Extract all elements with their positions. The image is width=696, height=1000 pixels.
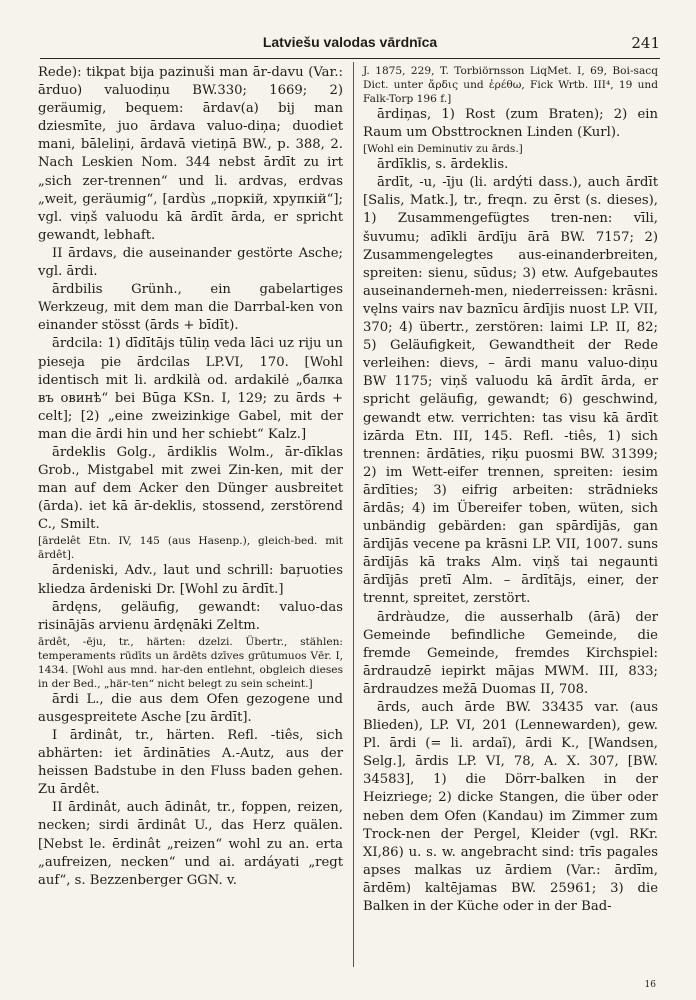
dictionary-entry: ārdiņas, 1) Rost (zum Braten); 2) ein Raum um Obsttrocknen Linden (Kurl). (363, 107, 658, 141)
dictionary-entry: II ārdavs, die auseinander gestörte Asche; vgl. ārdi. (38, 245, 343, 280)
dictionary-entry: Rede): tikpat bija pazinuši man ār-davu (Var.: ārduo) valuodiņu BW.330; 1669; 2) geräumig, bequem: ārdav(a) bij man dziesmīte, juo ārdava valuo-diņa; duodiet mani, bāleliņi, ārdavā vietiņā BW., p. 388, 2. Nach Leskien Nom. 344 nebst ārdīt zu irt „sich zer-trennen“ und li. ardvas, erdvas „weit, geräumig“, [ardùs „поркій, хрупкій“]; vgl. viņš valuodu kā ārdīt ārda, er spricht gewandt, lebhaft. (38, 65, 343, 243)
dictionary-entry: J. 1875, 229, T. Torbiörnsson LiqMet. I, 69, Boi-sacq Dict. unter ἄρδις und ἐρέθω, Fick Wrtb. III⁴, 19 und Falk-Torp 196 f.] (363, 65, 658, 105)
dictionary-entry: ārdeniski, Adv., laut und schrill: baŗuoties kliedza ārdeniski Dr. [Wohl zu ārdīt.] (38, 563, 343, 597)
column-divider (353, 62, 354, 967)
dictionary-entry: [Wohl ein Deminutiv zu ārds.] (363, 143, 523, 156)
right-column (363, 64, 658, 916)
dictionary-entry: ārdcila: 1) dīdītājs tūliņ veda lāci uz riju un pieseja pie ārdcilas LP.VI, 170. [Wohl identisch mit li. ardkilà od. ardakilė „балка въ овинѣ“ bei Būga KSn. I, 129; zu ārds + celt]; [2) „eine zweizinkige Gabel, mit der man die ārdi hin und her schiebt“ Kalz.] (38, 336, 343, 442)
dictionary-entry: ārdi L., die aus dem Ofen gezogene und ausgespreitete Asche [zu ārdīt]. (38, 691, 343, 725)
dictionary-entry: [ārdelêt Etn. IV, 145 (aus Hasenp.), gleich-bed. mit ārdêt]. (38, 535, 343, 562)
dictionary-entry: ārdīklis, s. ārdeklis. (377, 157, 509, 173)
dictionary-title: Latviešu valodas vārdnīca (262, 34, 438, 50)
page-header (40, 34, 660, 56)
dictionary-entry: ārdīt, -u, -īju (li. ardýti dass.), auch ārdīt [Salis, Matk.], tr., freqn. zu ērst (s. dieses), 1) Zusammengefügtes tren-nen: vīli, šuvumu; adīkli ārdīju ārā BW. 7157; 2) Zusammengelegtes aus-einanderbreiten, spreiten: sienu, sūdus; 3) etw. Aufgebautes auseinanderneh-men, niederreissen: krāsni. vęlns vairs nav baznīcu ārdījis nuost LP. VII, 370; 4) übertr., zerstören: laimi LP. II, 82; 5) Geläufigkeit, Gewandtheit der Rede verleihen: dievs, – ārdi manu valuo-diņu BW 1175; viņš valuodu kā ārdīt ārda, er spricht geläufig, gewandt; 6) geschwind, gewandt etw. verrichten: tas visu kā ārdīt izārda Etn. III, 145. Refl. -tiês, 1) sich trennen: ārdāties, riķu puosmi BW. 31399; 2) im Wett-eifer trennen, spreiten: iesim ārdīties; 3) eifrig arbeiten: strādnieks ārdās; 4) im Übereifer toben, wüten, sich unbändig gebärden: gan spārdījās, gan ārdījās vecene pa krāsni LP. VII, 1007. suns ārdījās kā traks Alm. viņš tai negaunti ārdījās pretī Alm. – ārdītājs, einer, der trennt, spreitet, zerstört. (363, 175, 658, 607)
dictionary-entry: ārdràudze, die ausserhalb (ārā) der Gemeinde befindliche Gemeinde, die fremde Gemeinde, fremdes Kirchspiel: ārdraudzē iepirkt mājas MWM. III, 833; ārdraudzes mežā Duomas II, 708. (363, 609, 658, 697)
dictionary-entry: ārdeklis Golg., ārdiklis Wolm., ār-dīklas Grob., Mistgabel mit zwei Zin-ken, mit der man auf dem Acker den Dünger ausbreitet (ārda). iet kā ār-deklis, stossend, zerstörend C., Smilt. (38, 444, 343, 533)
signature-mark: 16 (644, 980, 656, 990)
left-column (38, 64, 343, 890)
dictionary-entry: II ārdinât, auch ādinât, tr., foppen, reizen, necken; sirdi ārdinât U., das Herz quälen. [Nebst le. ērdinât „reizen“ wohl zu an. erta „aufreizen, necken“ und ai. ardáyati „regt auf“, s. Bezzenberger GGN. v. (38, 800, 343, 888)
dictionary-entry: ārdêt, -ēju, tr., härten: dzelzi. Übertr., stählen: temperaments rūdīts un ārdēts dzīves grūtumuos Vēr. I, 1434. [Wohl aus mnd. har-den entlehnt, obgleich dieses in der Bed., „här-ten“ nicht belegt zu sein scheint.] (38, 635, 343, 690)
page-number: 241 (631, 34, 660, 52)
dictionary-entry: ārdbilis Grünh., ein gabelartiges Werkzeug, mit dem man die Darrbal-ken von einander stösst (ārds + bīdīt). (38, 282, 343, 334)
dictionary-entry: ārds, auch ārde BW. 33435 var. (aus Blieden), LP. VI, 201 (Lennewarden), gew. Pl. ārdi (= li. ardaĩ), ārdi K., [Wandsen, Selg.], ārdis LP. VI, 78, A. X. 307, [BW. 34583], 1) die Dörr-balken in der Heizriege; 2) dicke Stangen, die über oder neben dem Ofen (Kandau) im Zimmer zum Trock-nen der Pergel, Kleider (vgl. RKr. XI,86) u. s. w. angebracht sind: trīs pagales apses malkas uz ārdiem (Var.: ārdīm, ārdēm) kaltējamas BW. 25961; 3) die Balken in der Küche oder in der Bad- (363, 700, 658, 915)
dictionary-entry: ārdęns, geläufig, gewandt: valuo-das risinājās arvienu ārdęnāki Zeltm. (38, 599, 343, 633)
dictionary-entry: I ārdinât, tr., härten. Refl. -tiês, sich abhärten: iet ārdināties A.-Autz, aus der heissen Badstube in den Fluss baden gehen. Zu ārdêt. (38, 728, 343, 798)
header-rule (40, 58, 660, 59)
